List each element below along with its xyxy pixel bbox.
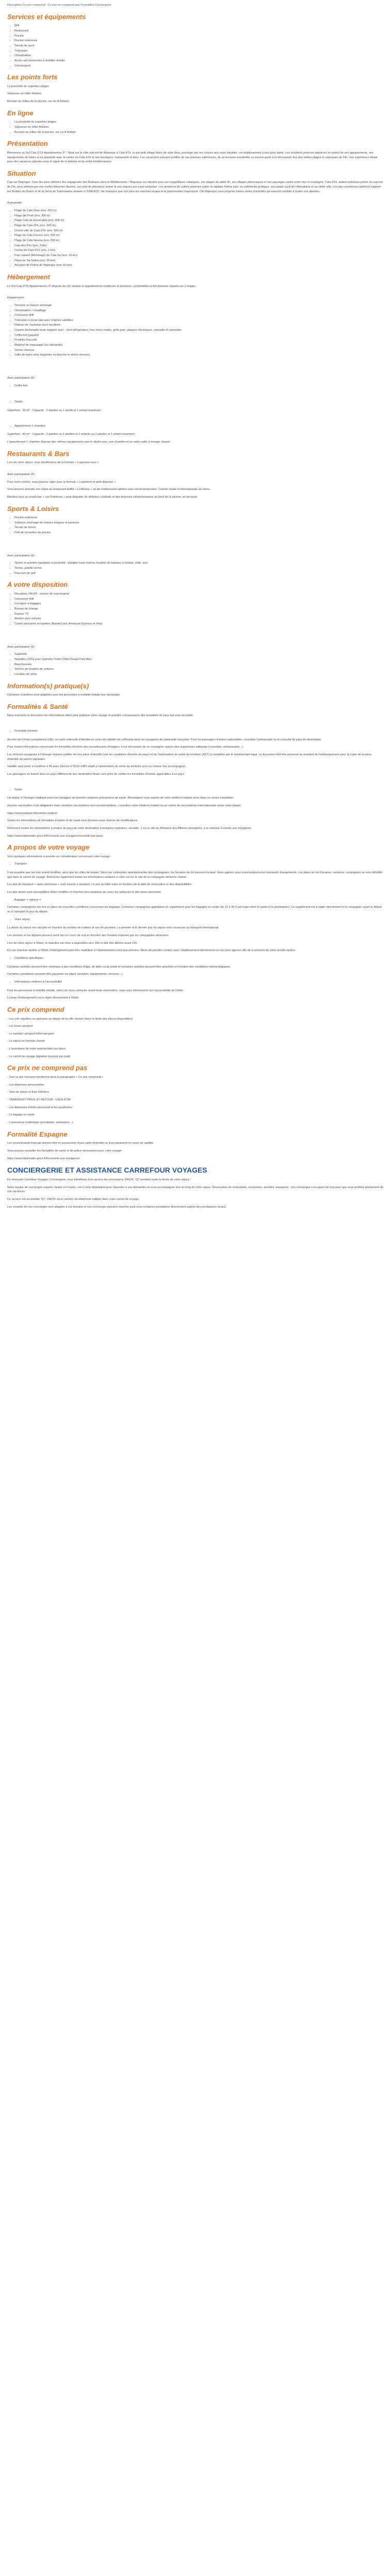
conciergerie-p4: Les conseils de nos concierges sont adaptés à vos besoins et nos concierges peuvent réserver pour vous certaines prestations directement auprès des prestataires locaux. <box>7 1205 227 1209</box>
information-text: Certaines chambres sont adaptées pour les personnes à mobilité réduite (sur demande). <box>7 693 121 697</box>
list-item: • Climatisation <box>14 54 384 58</box>
list-item: • Plage de Cala Ferrera (env. 600 m) <box>14 233 384 238</box>
situation-section <box>7 170 384 268</box>
list-item: • Espace TV <box>14 612 384 617</box>
list-item: • Prêt de serviettes de piscine <box>14 531 384 535</box>
list-item: • La proximité de superbes plages <box>14 120 384 125</box>
ce-prix-title: Ce prix comprend <box>7 1005 64 1013</box>
list-item: • Aéroport de Palma de Majorque (env. 60 km) <box>14 263 384 268</box>
conciergerie-p3: Ce service est accessible 7j/7, 24h/24 via le numéro de téléphone indiqué dans votre carnet de voyage. <box>7 1197 140 1201</box>
apropos-p13: La taxe d'hébergement est à régler directement à l'hôtel. <box>7 996 79 1000</box>
services-title: Services et équipements <box>7 12 86 21</box>
presentation-text: Bienvenue au Sol Cala D'Or Apartamentos 3* ! Situé sur la côte sud-est de Majorque à Cala d'Or, ce joli petit village blanc de style ibiza, prolongé par ses criques aux eaux limpides, cet établissement a tout pour plaire. Les résidents pourront apprécier le confort de ses appartements, ses équipements de loisirs et sa proximité avec le centre de Cala d'Or et ses boutiques, restaurants et bars. Les vacanciers peuvent profiter de ses piscines extérieures, de sa terrasse ensoleillée ou encore partir à la découverte des plus belles plages et calanques de l'île. Une expérience idéale pour des vacances placées sous le signe de la détente et du soleil méditerranéen. <box>7 151 378 164</box>
apropos-p7: Les arrivées et les départs peuvent avoir lieu en cours de nuit en fonction des horaires imposés par les compagnies aériennes. <box>7 934 169 937</box>
en-ligne-section <box>7 109 384 135</box>
apropos-p2: Il est possible que les vols soient modifiés, ainsi que les villes de départ. Selon les contraintes opérationnelles des compagnies, les horaires de vol peuvent évoluer. Votre agence vous communiquera les éventuels changements. Les plans de vol (horaires, numéros, compagnie) ne sont définitifs que dans le carnet de voyage. Retrouvez également toutes les informations relatives à votre vol sur le site de la compagnie aérienne choisie. <box>7 871 383 879</box>
list-item: • Plage del Pratí (env. 300 m) <box>14 214 384 218</box>
formalites-p2: Au sein de l'Union européenne (UE), un carte nationale d'identité en cours de validité est suffisante pour les voyageurs de nationalité française. Pour les passagers d'autres nationalités, consultez l'ambassade ou le consulat du pays de destination. <box>7 738 322 741</box>
studio-text: Superficie : 30 m² - Capacité : 2 adultes ou 1 adulte et 1 enfant maximum <box>7 409 101 413</box>
formalite-espagne-title: Formalité Espagne <box>7 1130 68 1138</box>
information-title: Information(s) pratique(s) <box>7 682 89 690</box>
sante-title: • Santé <box>14 788 384 792</box>
avec-participation-label: Avec participation (€) : <box>7 554 36 557</box>
list-item: • Sports et activités nautiques à proximité : plongée sous-marine, location de bateaux à moteur, voile, surf <box>14 561 384 566</box>
ne-comprend-pas-item: - Les dépenses d'ordre personnel et les pourboires <box>7 1106 73 1109</box>
formalite-entree-title: • Formalité d'entrée <box>14 729 384 734</box>
studio-list <box>7 400 384 404</box>
list-item: • Plage Cala de Esmeralda (env. 400 m) <box>14 218 384 223</box>
list-item: • Piscine extérieure <box>14 516 384 520</box>
disposition-section <box>7 581 384 676</box>
point-fort: Séjourner en hôtel 4étoiles <box>7 92 42 96</box>
formalites-p1: Nous transmet ce document les informations utiles pour préparer votre voyage et prendre connaissance des actualités du pays qui vous accueille. <box>7 714 194 718</box>
transport-title: • Transport <box>14 862 384 867</box>
list-item: • Télévision à écran plat avec chaînes satellites <box>14 318 384 323</box>
list-item: • Cartes bancaires acceptées (MasterCard, American Express et Visa) <box>14 622 384 626</box>
accessibilite-bullet-list <box>7 980 384 985</box>
list-item: • Cala des Pou (env. 3 km) <box>14 244 384 248</box>
points-forts-section <box>7 73 384 104</box>
list-item: • Terrasse ou balcon aménagé <box>14 303 384 308</box>
list-item: • Coffre-fort <box>14 384 384 388</box>
formalites-link-1[interactable]: https://www.pasteur.fr/fr/centre-medical <box>7 811 57 815</box>
bagages-subtitle: Bagages = options = <box>14 898 41 902</box>
formalite-espagne-link[interactable]: https://www.diplomatie.gouv.fr/fr/conseils-aux-voyageurs/ <box>7 1157 80 1160</box>
list-item: • Plage de Cala Serena (env. 650 m) <box>14 239 384 243</box>
apropos-p11: Certaines prestations peuvent être payantes sur place (activités, équipements, services...). <box>7 973 123 976</box>
transport-bullet-list <box>7 862 384 867</box>
conciergerie-p1: En réservant Carrefour Voyages Conciergerie, vous bénéficiez d'un service de conciergerie 24h/24, 7j/7 pendant toute la durée de votre séjour ! <box>7 1178 191 1181</box>
list-item: • Ateliers pour enfants <box>14 617 384 621</box>
formalite-espagne-p2: Vous pouvez consulter les formalités de santé et de police nécessaires pour votre voyage : <box>7 1149 123 1153</box>
list-item: • Centre-ville de Cala d'Or (env. 600 m) <box>14 229 384 233</box>
formalites-section <box>7 703 384 838</box>
list-item: • Plaza de Sa Salina (env. 20 km) <box>14 259 384 263</box>
list-item: • Cuisine kitchenette toute équipée avec : mini-réfrigérateur, four micro-ondes, grille-pain, plaques électriques, vaisselle et ustensiles <box>14 328 384 333</box>
avec-participation-label: Avec participation (€) : <box>7 377 36 380</box>
apropos-p1: Voici quelques informations à prendre en considération concernant votre voyage : <box>7 855 112 858</box>
conciergerie-section <box>7 1166 384 1209</box>
list-item: • Climatisation / chauffage <box>14 309 384 313</box>
intro-text: Description Ce prix comprend : Ce prix ne comprend pas Formalités Conciergerie <box>7 4 111 7</box>
list-item: • Séjourner en hôtel 4étoiles <box>14 125 384 130</box>
presentation-section <box>7 140 384 164</box>
formalites-p7: Un séjour à l'étranger implique pour tout voyageur de prendre certaines précautions de santé. Renseignez-vous auprès de votre médecin traitant et/ou dans un centre hospitalier. <box>7 796 234 800</box>
ce-prix-item: - Le transfert aéroport-hôtel-aéroport <box>7 1032 54 1036</box>
conditions-bullet-list <box>7 956 384 961</box>
en-ligne-list <box>7 120 384 134</box>
avec-participation-label: Avec participation (€) : <box>7 472 36 476</box>
list-item: • Réception 24h/24 - service de conciergerie <box>14 592 384 597</box>
sante-bullet-list <box>7 788 384 792</box>
ne-comprend-pas-item: - Les dépenses personnelles <box>7 1083 44 1087</box>
formalites-bullet-list <box>7 729 384 734</box>
list-item: • Bureau de change <box>14 607 384 612</box>
conciergerie-title: CONCIERGERIE ET ASSISTANCE CARREFOUR VOYAGES <box>7 1166 207 1175</box>
information-section <box>7 682 384 698</box>
formalites-p6: Les passagers en transit dans un pays différent de leur destination finale sont priés de vérifier les formalités d'entrée applicables à ce pays. <box>7 772 185 776</box>
accessibilite-title: • Informations relatives à l'accessibilité <box>14 980 384 985</box>
presentation-title: Présentation <box>7 140 48 148</box>
ce-prix-item: - L'assistance de notre représentant sur place <box>7 1047 66 1051</box>
proximite-label: A proximité : <box>7 201 23 205</box>
ne-comprend-pas-item: - Tout ce qui n'est pas mentionné dans la paragraphe « Ce prix comprend » <box>7 1076 104 1079</box>
ce-prix-section <box>7 1006 384 1059</box>
formalites-p11: Retrouvez toutes les informations à propos du pays de votre destination (consignes sanitaires, sécurité...) sur le site du Ministère des Affaires étrangères, à la rubrique Conseils aux voyageurs. <box>7 826 252 830</box>
formalites-p10: Toutes les informations de formalités d'entrée et de santé sont données sous réserve de modifications. <box>7 819 138 823</box>
apropos-p8: Lors de votre séjour à l'hôtel, la chambre est mise à disposition vers 15h et doit être libérée avant 12h. <box>7 941 138 945</box>
formalites-link-2[interactable]: https://www.diplomatie.gouv.fr/fr/conseils-aux-voyageurs/conseils-par-pays/ <box>7 834 104 838</box>
disposition-list <box>7 592 384 626</box>
formalites-p8: Aucune vaccination n'est obligatoire mais certaines vaccinations sont recommandées ; consultez votre médecin traitant ou un centre de vaccinations internationales avant votre départ. <box>7 804 241 807</box>
restaurants-title: Restaurants & Bars <box>7 449 70 457</box>
studio-title: • Studio <box>14 400 384 404</box>
sports-avec-list <box>7 561 384 575</box>
disposition-avec-list <box>7 652 384 676</box>
restaurants-p1: Pour votre confort, vous pourrez opter pour la formule « Logement et petit déjeuner ». <box>7 480 117 484</box>
ne-comprend-pas-title: Ce prix ne comprend pas <box>7 1064 88 1072</box>
formalites-title: Formalités & Santé <box>7 702 68 710</box>
list-item: • Produits d'accueil <box>14 338 384 343</box>
list-item: • Connexion Wifi <box>14 313 384 318</box>
sejour-bullet-list <box>7 918 384 922</box>
apropos-p10: Certaines activités peuvent être soumises à des conditions d'âge, de taille ou de poids et certaines activités peuvent être annulées en fonction des conditions météorologiques. <box>7 965 231 969</box>
restaurants-p3: Rendez-vous au snack-bar « Los Palmeras » pour déguster de délicieux cocktails et des boissons rafraîchissantes au bord de la piscine, en terrasse. <box>7 495 198 499</box>
list-item: • Tennis, paddle-tennis <box>14 566 384 571</box>
sports-list <box>7 516 384 535</box>
list-item: • Sèche-cheveux <box>14 348 384 353</box>
list-item: • Solarium aménagé de chaises longues et parasols <box>14 521 384 526</box>
ne-comprend-pas-item: - Le bagage en soute <box>7 1113 35 1117</box>
list-item: • Blanchisserie <box>14 663 384 667</box>
sports-title: Sports & Loisirs <box>7 504 59 513</box>
apropos-section <box>7 843 384 1001</box>
hebergement-avec-list <box>7 384 384 388</box>
formalites-p4: Les mineurs voyageant à l'étranger doivent justifier de leur pièce d'identité (voir les conditions d'entrée du pays) et de l'autorisation de sortie du territoire (AST) à compléter par le représentant légal. Le document doit être présenté au moment de l'embarquement avec la copie de la pièce d'identité du parent signataire. <box>7 753 372 761</box>
list-item: • Piscine <box>14 34 384 39</box>
list-item: • Navettes (15%) pour rejoindre l'hôtel (Hôtel Grand Pala Mar) <box>14 657 384 662</box>
list-item: • Plage de Cala d'Or (env. 500 m) <box>14 224 384 228</box>
list-item: • Terrain de tennis <box>14 526 384 530</box>
ce-prix-item: - Les taxes aéroport <box>7 1025 33 1028</box>
restaurants-p2: Vous pourrez prendre vos repas au restaurant buffet « La Bolera » où de nombreuses options vous seront proposées. Cuisine locale et internationale au menu. <box>7 488 211 492</box>
sejour-title: • Votre séjour <box>14 918 384 922</box>
apropos-p9: En cas d'arrivée tardive à l'hôtel, l'hébergement peut être réattribué si l'établissement n'est pas prévenu. Merci de prendre contact avec l'établissement directement ou via votre agence afin de le prévenir de votre arrivée tardive. <box>7 949 296 953</box>
list-item: • Piscine extérieure <box>14 39 384 43</box>
ce-prix-item: - Les vols réguliers ou spéciaux au départ de la ville choisie (dans la limite des places disponibles) <box>7 1017 133 1021</box>
list-item: • Wifi <box>14 24 384 28</box>
ne-comprend-pas-section <box>7 1064 384 1125</box>
page <box>0 0 391 1223</box>
points-forts-title: Les points forts <box>7 73 58 81</box>
equipements-list <box>7 303 384 358</box>
conditions-title: • Conditions spécifiques <box>14 956 384 961</box>
proximite-list <box>7 209 384 268</box>
appartement-title: • Appartement 1 chambre <box>14 424 384 429</box>
list-item: • Parc naturel (Mondragó) de Cala Sa (env. 18 km) <box>14 253 384 258</box>
list-item: • Terrain de sport <box>14 44 384 48</box>
formalites-p3: Pour toutes informations concernant les formalités d'entrée des ressortissants étrangers, il est nécessaire de se renseigner auprès des organismes adéquats (consulats, ambassades...). <box>7 745 244 749</box>
formalite-espagne-p1: Les ressortissants français doivent être en possession d'une carte d'identité ou d'un passeport en cours de validité. <box>7 1142 154 1145</box>
apropos-p3: Les prix de transport « taxes aériennes » sont soumis à variation. Le prix du billet varie en fonction de la date de réservation et des disponibilités. <box>7 883 192 887</box>
list-item: • Télévision <box>14 49 384 54</box>
list-item: • Restaurant <box>14 29 384 33</box>
list-item: • Connexion Wifi <box>14 597 384 602</box>
apropos-title: A propos de votre voyage <box>7 843 90 852</box>
list-item: • Matériel de repassage (sur demande) <box>14 343 384 348</box>
formalites-p5: Valable sans partir à l'extrême à 90 jours (Décret n°2016-1483 relatif à l'autorisation de sortie du territoire pour un mineur non accompagné). <box>7 765 186 769</box>
appartement-note: L'appartement 1 chambre dispose des mêmes équipements que le studio avec une chambre et un salon-salle à manger séparé. <box>7 440 171 444</box>
hebergement-section <box>7 273 384 445</box>
ce-prix-item: - Le carnet de voyage digitalisé (envoyé par mail) <box>7 1055 71 1058</box>
list-item: • Parcours de golf <box>14 571 384 576</box>
en-ligne-title: En ligne <box>7 109 34 117</box>
services-list <box>7 24 384 68</box>
list-item: • Location de vélos <box>14 672 384 677</box>
sports-section <box>7 505 384 576</box>
list-item: • Coffre-fort (payant) <box>14 333 384 338</box>
list-item: • Supérette <box>14 652 384 657</box>
list-item: • Plage de Cala Gran (env. 250 m) <box>14 209 384 213</box>
list-item: • Service de location de voitures <box>14 667 384 672</box>
ne-comprend-pas-item: - Taxe de séjour et frais hôteliers <box>7 1091 49 1094</box>
list-item: • Bronzer au milieu de la piscine, sur un lit flottant <box>14 130 384 135</box>
list-item: • Centre de Cala d'Or (env. 1 km) <box>14 248 384 253</box>
avec-participation-label: Avec participation (€) : <box>7 645 36 649</box>
list-item: • Plateau de courtoisie avec bouilloire <box>14 323 384 328</box>
disposition-title: A votre disposition <box>7 581 68 589</box>
conciergerie-p2: Notre équipe de concierges experts, basée en France, est à votre disposition pour répondre à vos demandes et vous accompagner tout au long de votre séjour. Réservation de restaurants, excursions, activités, transports : nos concierges s'occupent de tout pour que vous profitiez pleinement de vos vacances. <box>7 1185 384 1194</box>
list-item: • Consigne à bagages <box>14 602 384 606</box>
apropos-p12: Pour les personnes à mobilité réduite, merci de nous contacter avant toute réservation, nous vous informerons sur l'accessibilité de l'hôtel. <box>7 989 184 992</box>
services-section <box>7 13 384 69</box>
formalite-espagne-section <box>7 1130 384 1161</box>
point-fort: La proximité de superbes plages <box>7 84 49 88</box>
ne-comprend-pas-item: - TRANSFERT PRIVE ET RETOUR - CALA D'OR <box>7 1098 71 1101</box>
restaurants-section <box>7 450 384 500</box>
apropos-p6: La durée du séjour est calculée en fonction du nombre de nuitées et non de journées. Le premier et le dernier jour du séjour sont consacrés au transport international. <box>7 926 219 930</box>
ce-prix-item: - Le séjour en formule choisie <box>7 1040 45 1043</box>
equipements-label: Équipements : <box>7 296 26 300</box>
hebergement-title: Hébergement <box>7 273 51 281</box>
restaurants-text: Lors de votre séjour, vous bénéficierez de la formule « Logement seul ». <box>7 461 100 465</box>
situation-title: Situation <box>7 169 36 177</box>
appartement-text: Superficie : 40 m² - Capacité : 2 adultes ou 2 adultes et 2 enfants ou 3 adultes et 1 enfant maximum <box>7 433 135 436</box>
hebergement-text: Le Sol Cala D'Or Apartamentos 3* dispose de 111 studios et appartements modernes et lumineux, confortables et fonctionnels répartis sur 2 étages. <box>7 284 197 288</box>
appartement-list <box>7 424 384 429</box>
list-item: • Salle de bains avec baignoire ou douche et sèche-cheveux <box>14 353 384 358</box>
point-fort: Bronzer au milieu de la piscine, sur un lit flottant <box>7 100 69 104</box>
apropos-p4: Les prix aérien sont susceptibles d'être modifiés en fonction des variations du cours du carburant et des taxes aériennes. <box>7 891 162 894</box>
apropos-p5: Certaines compagnies ont mis en place de nouvelles conditions concernant les bagages. Certaines compagnies appliquent un supplément pour les bagages en soute (de 10 à 30 € par trajet selon le poids et la destination). Ce supplément est à régler directement à la compagnie avant le départ ou à l'aéroport le jour du départ. <box>7 906 382 914</box>
list-item: • Conciergerie <box>14 64 384 69</box>
ne-comprend-pas-item: - L'assurance multirisque (annulation, assistance...) <box>7 1121 73 1124</box>
list-item: • Accès aux personnes à mobilité réduite <box>14 59 384 63</box>
situation-text: Cap sur Majorque, l'une des plus célèbres îles espagnoles des Baléares dans la Méditerranée ! Majorque est réputée pour ses magnifiques calanques, ses plages de sable fin, ses villages pittoresques et ses paysages variés entre mer et montagne. Cala d'Or, station balnéaire prisée du sud-est de l'île, vous séduira par ses ruelles blanches fleuries, son port de plaisance animé et ses criques aux eaux turquoise. Les amateurs de culture pourront visiter la capitale Palma avec sa cathédrale gothique, son palais royal de l'Almudaina et sa vieille ville. Les plus aventureux partiront explorer les Grottes du Drach et de la Serra de Tramuntana classée à l'UNESCO. Ne manquez pas non plus les marchés locaux et la gastronomie majorquine ! De Majorque vous propose toutes sortes d'activités qui sauront combler à toutes vos attentes. <box>7 181 383 193</box>
